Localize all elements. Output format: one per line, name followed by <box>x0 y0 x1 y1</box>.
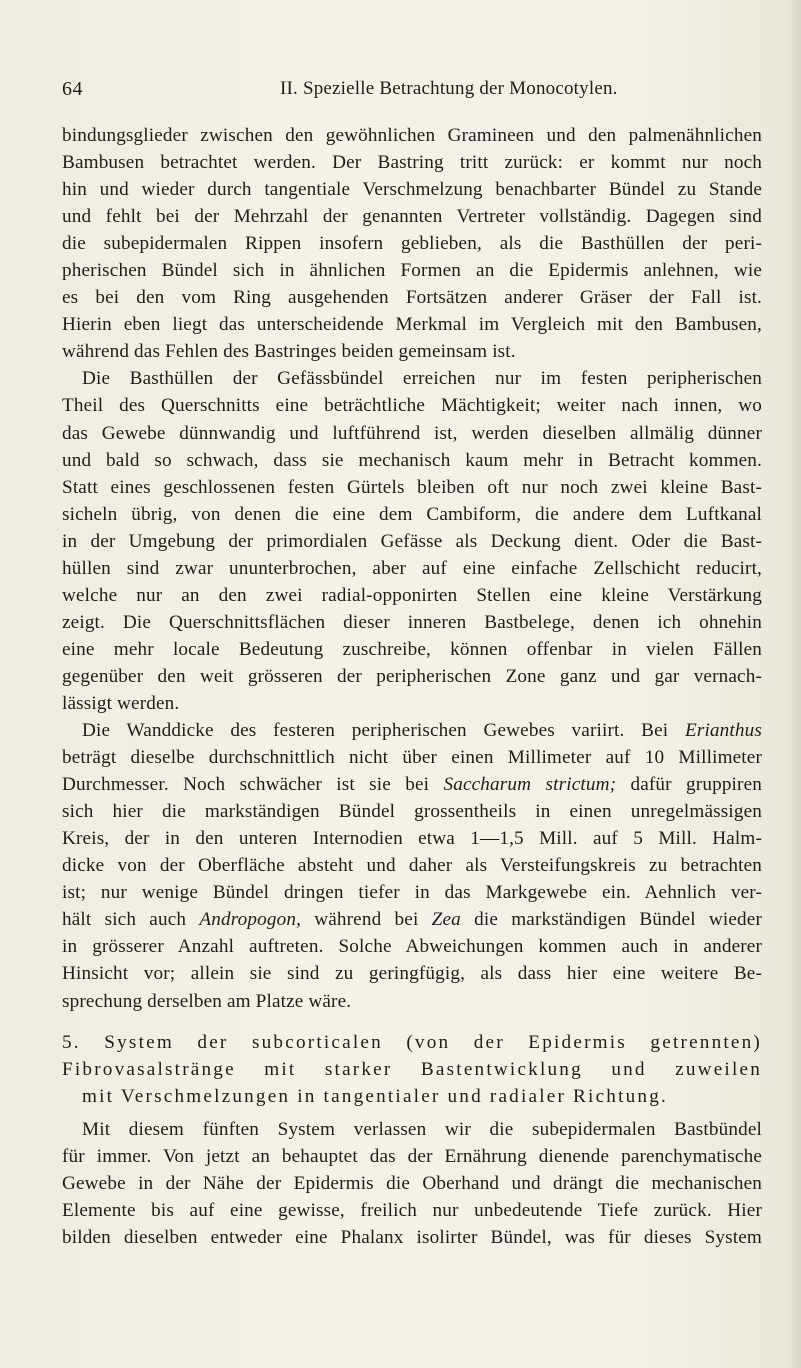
text-line: das Gewebe dünnwandig und luftführend ist, werden dieselben allmälig dünner <box>62 422 762 444</box>
text-line: bilden dieselben entweder eine Phalanx isolirter Bündel, was für dieses System <box>62 1226 762 1248</box>
text-line: hin und wieder durch tangentiale Verschmelzung benachbarter Bündel zu Stande <box>62 179 762 201</box>
text-line: Durchmesser. Noch schwächer ist sie bei Saccharum strictum; dafür gruppiren <box>62 774 762 796</box>
text-line: welche nur an den zwei radial-opponirten Stellen eine kleine Verstärkung <box>62 584 762 606</box>
section-heading-line: Fibrovasalstränge mit starker Bastentwicklung und zuweilen <box>62 1058 762 1080</box>
text-line: zeigt. Die Querschnittsflächen dieser inneren Bastbelege, denen ich ohnehin <box>62 611 762 633</box>
section-heading-line: 5. System der subcorticalen (von der Epidermis getrennten) <box>62 1031 762 1053</box>
section-heading-line: mit Verschmelzungen in tangentialer und radialer Richtung. <box>82 1085 669 1107</box>
text-line: Theil des Querschnitts eine beträchtliche Mächtigkeit; weiter nach innen, wo <box>62 395 762 417</box>
taxon-name: Erianthus <box>684 720 762 742</box>
text-line: während das Fehlen des Bastringes beiden gemeinsam ist. <box>62 341 516 363</box>
text-line: hüllen sind zwar ununterbrochen, aber auf eine einfache Zellschicht reducirt, <box>62 557 762 579</box>
text-line: Hierin eben liegt das unterscheidende Merkmal im Vergleich mit den Bambusen, <box>62 314 762 336</box>
text-line: sprechung derselben am Platze wäre. <box>62 990 352 1012</box>
text-line: und fehlt bei der Mehrzahl der genannten Vertreter vollständig. Dagegen sind <box>62 206 762 228</box>
running-head: II. Spezielle Betrachtung der Monocotylen. <box>280 78 618 99</box>
text-line: für immer. Von jetzt an behauptet das der Ernährung dienende parenchymatische <box>62 1145 762 1167</box>
text-line: ist; nur wenige Bündel dringen tiefer in das Markgewebe ein. Aehnlich ver- <box>62 882 762 904</box>
text-line: Hinsicht vor; allein sie sind zu geringfügig, als dass hier eine weitere Be- <box>62 963 762 985</box>
text-line: eine mehr locale Bedeutung zuschreibe, können offenbar in vielen Fällen <box>62 638 762 660</box>
text-line: Die Basthüllen der Gefässbündel erreichen nur im festen peripherischen <box>82 368 762 390</box>
text-line: die subepidermalen Rippen insofern geblieben, als die Basthüllen der peri- <box>62 233 762 255</box>
text-line: bindungsglieder zwischen den gewöhnlichen Gramineen und den palmenähnlichen <box>62 125 762 146</box>
page-number: 64 <box>62 78 83 100</box>
page-header <box>60 78 760 108</box>
body-text <box>62 122 762 1251</box>
text-line: dicke von der Oberfläche absteht und daher als Versteifungskreis zu betrachten <box>62 855 762 877</box>
text-line: in grösserer Anzahl auftreten. Solche Abweichungen kommen auch in anderer <box>62 936 762 958</box>
text-line: Mit diesem fünften System verlassen wir die subepidermalen Bastbündel <box>82 1118 762 1140</box>
text-line: gegenüber den weit grösseren der peripherischen Zone ganz und gar vernach- <box>62 665 762 687</box>
text-line: Kreis, der in den unteren Internodien etwa 1—1,5 Mill. auf 5 Mill. Halm- <box>62 828 762 850</box>
text-line: pherischen Bündel sich in ähnlichen Formen an die Epidermis anlehnen, wie <box>62 260 762 282</box>
text-line: sich hier die markständigen Bündel grossentheils in einen unregelmässigen <box>62 801 762 823</box>
text-line: und bald so schwach, dass sie mechanisch kaum mehr in Betracht kommen. <box>62 449 762 471</box>
text-line: Bambusen betrachtet werden. Der Bastring tritt zurück: er kommt nur noch <box>62 152 762 174</box>
text-line: hält sich auch Andropogon, während bei Zea die markständigen Bündel wieder <box>62 909 762 931</box>
text-line: beträgt dieselbe durchschnittlich nicht über einen Millimeter auf 10 Millimeter <box>62 747 762 769</box>
text-line: in der Umgebung der primordialen Gefässe als Deckung dient. Oder die Bast- <box>62 530 762 552</box>
text-line: lässigt werden. <box>62 692 180 714</box>
taxon-name: Zea <box>431 909 461 931</box>
text-line: Statt eines geschlossenen festen Gürtels bleiben oft nur noch zwei kleine Bast- <box>62 476 762 498</box>
text-line: Elemente bis auf eine gewisse, freilich nur unbedeutende Tiefe zurück. Hier <box>62 1199 762 1221</box>
text-line: Gewebe in der Nähe der Epidermis die Oberhand und drängt die mechanischen <box>62 1172 762 1194</box>
page-edge-shadow <box>787 0 801 1368</box>
taxon-name: Saccharum strictum; <box>443 774 617 796</box>
text-line: es bei den vom Ring ausgehenden Fortsätzen anderer Gräser der Fall ist. <box>62 287 762 309</box>
text-line: Die Wanddicke des festeren peripherischen Gewebes variirt. Bei Erianthus <box>82 720 762 742</box>
taxon-name: Andropogon, <box>199 909 302 931</box>
text-line: sicheln übrig, von denen die eine dem Cambiform, die andere dem Luftkanal <box>62 503 762 525</box>
